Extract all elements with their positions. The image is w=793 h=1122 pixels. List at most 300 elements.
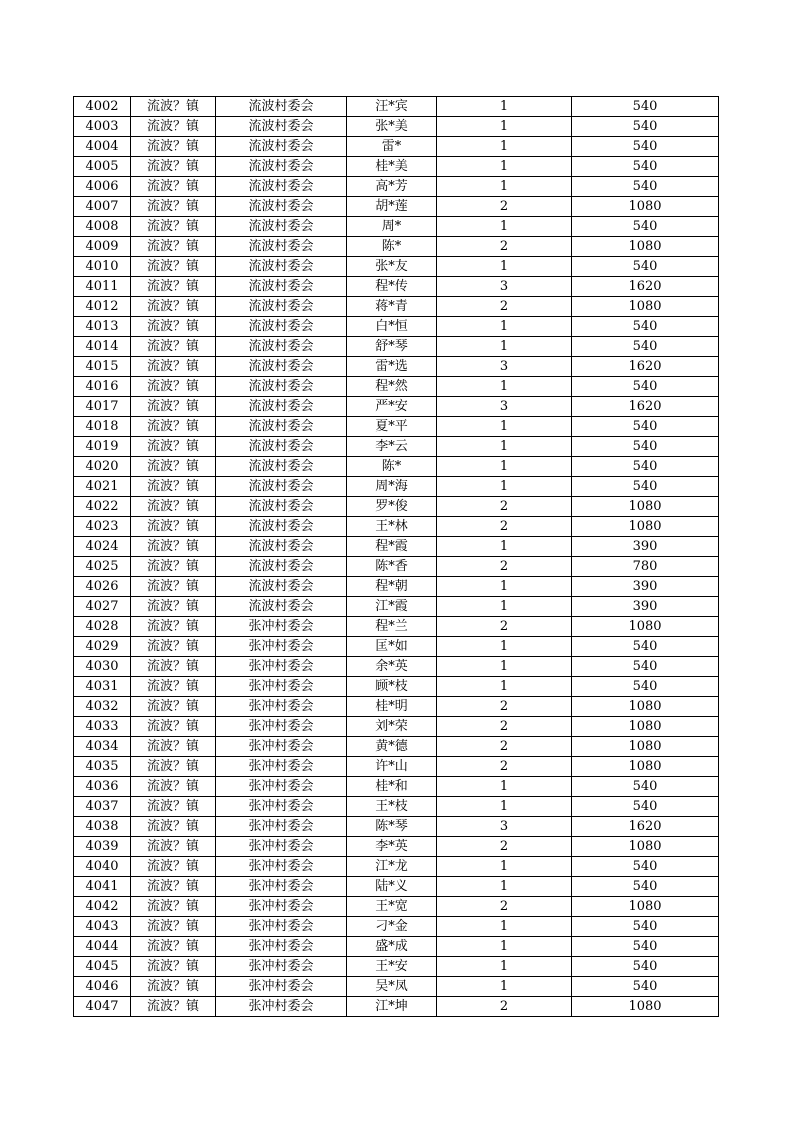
cell-serial-number: 4034 — [74, 737, 131, 757]
cell-household-count: 1 — [437, 137, 572, 157]
cell-person-name: 黄*德 — [347, 737, 437, 757]
cell-town: 流波？镇 — [131, 217, 216, 237]
cell-household-count: 1 — [437, 537, 572, 557]
cell-town: 流波？镇 — [131, 757, 216, 777]
cell-household-count: 1 — [437, 417, 572, 437]
cell-village-committee: 流波村委会 — [216, 577, 347, 597]
cell-person-name: 桂*明 — [347, 697, 437, 717]
table-row — [74, 117, 719, 137]
cell-household-count: 2 — [437, 737, 572, 757]
cell-household-count: 2 — [437, 517, 572, 537]
cell-amount: 1080 — [572, 617, 719, 637]
cell-amount: 540 — [572, 377, 719, 397]
cell-village-committee: 流波村委会 — [216, 377, 347, 397]
cell-serial-number: 4030 — [74, 657, 131, 677]
table-row — [74, 477, 719, 497]
cell-household-count: 3 — [437, 277, 572, 297]
cell-village-committee: 流波村委会 — [216, 297, 347, 317]
cell-amount: 540 — [572, 417, 719, 437]
cell-amount: 390 — [572, 597, 719, 617]
cell-serial-number: 4033 — [74, 717, 131, 737]
cell-town: 流波？镇 — [131, 317, 216, 337]
cell-town: 流波？镇 — [131, 397, 216, 417]
cell-village-committee: 流波村委会 — [216, 137, 347, 157]
cell-serial-number: 4020 — [74, 457, 131, 477]
cell-village-committee: 张冲村委会 — [216, 777, 347, 797]
table-row — [74, 257, 719, 277]
cell-household-count: 1 — [437, 857, 572, 877]
cell-serial-number: 4043 — [74, 917, 131, 937]
cell-village-committee: 流波村委会 — [216, 97, 347, 117]
cell-village-committee: 张冲村委会 — [216, 877, 347, 897]
cell-person-name: 程*然 — [347, 377, 437, 397]
cell-household-count: 1 — [437, 917, 572, 937]
cell-person-name: 江*龙 — [347, 857, 437, 877]
cell-person-name: 李*云 — [347, 437, 437, 457]
cell-village-committee: 流波村委会 — [216, 357, 347, 377]
cell-village-committee: 张冲村委会 — [216, 697, 347, 717]
cell-town: 流波？镇 — [131, 97, 216, 117]
table-row — [74, 277, 719, 297]
cell-town: 流波？镇 — [131, 497, 216, 517]
cell-household-count: 1 — [437, 377, 572, 397]
cell-town: 流波？镇 — [131, 797, 216, 817]
cell-household-count: 3 — [437, 357, 572, 377]
cell-village-committee: 张冲村委会 — [216, 917, 347, 937]
cell-household-count: 2 — [437, 697, 572, 717]
cell-household-count: 1 — [437, 677, 572, 697]
cell-household-count: 3 — [437, 397, 572, 417]
cell-amount: 1080 — [572, 837, 719, 857]
cell-person-name: 汪*宾 — [347, 97, 437, 117]
table-row — [74, 877, 719, 897]
cell-serial-number: 4041 — [74, 877, 131, 897]
cell-person-name: 陈*琴 — [347, 817, 437, 837]
cell-town: 流波？镇 — [131, 697, 216, 717]
cell-amount: 540 — [572, 457, 719, 477]
cell-household-count: 1 — [437, 937, 572, 957]
cell-household-count: 1 — [437, 657, 572, 677]
cell-amount: 540 — [572, 797, 719, 817]
cell-village-committee: 张冲村委会 — [216, 717, 347, 737]
cell-amount: 540 — [572, 877, 719, 897]
cell-town: 流波？镇 — [131, 477, 216, 497]
cell-person-name: 王*林 — [347, 517, 437, 537]
cell-serial-number: 4036 — [74, 777, 131, 797]
cell-village-committee: 张冲村委会 — [216, 897, 347, 917]
cell-village-committee: 张冲村委会 — [216, 657, 347, 677]
cell-village-committee: 流波村委会 — [216, 237, 347, 257]
cell-serial-number: 4024 — [74, 537, 131, 557]
cell-village-committee: 张冲村委会 — [216, 997, 347, 1017]
table-row — [74, 377, 719, 397]
cell-village-committee: 流波村委会 — [216, 517, 347, 537]
cell-village-committee: 张冲村委会 — [216, 957, 347, 977]
cell-person-name: 程*兰 — [347, 617, 437, 637]
table-row — [74, 317, 719, 337]
cell-amount: 540 — [572, 337, 719, 357]
table-row — [74, 517, 719, 537]
cell-town: 流波？镇 — [131, 237, 216, 257]
cell-person-name: 周*海 — [347, 477, 437, 497]
cell-household-count: 2 — [437, 197, 572, 217]
cell-person-name: 严*安 — [347, 397, 437, 417]
cell-person-name: 江*霞 — [347, 597, 437, 617]
cell-person-name: 桂*和 — [347, 777, 437, 797]
cell-amount: 1080 — [572, 897, 719, 917]
cell-amount: 1620 — [572, 277, 719, 297]
cell-person-name: 白*恒 — [347, 317, 437, 337]
cell-village-committee: 流波村委会 — [216, 557, 347, 577]
table-row — [74, 677, 719, 697]
cell-amount: 1080 — [572, 237, 719, 257]
cell-amount: 540 — [572, 317, 719, 337]
cell-serial-number: 4003 — [74, 117, 131, 137]
cell-village-committee: 张冲村委会 — [216, 857, 347, 877]
cell-town: 流波？镇 — [131, 617, 216, 637]
cell-town: 流波？镇 — [131, 457, 216, 477]
cell-amount: 780 — [572, 557, 719, 577]
cell-amount: 390 — [572, 577, 719, 597]
cell-serial-number: 4013 — [74, 317, 131, 337]
table-row — [74, 797, 719, 817]
cell-serial-number: 4021 — [74, 477, 131, 497]
cell-amount: 1080 — [572, 757, 719, 777]
cell-amount: 1080 — [572, 197, 719, 217]
cell-person-name: 陈*香 — [347, 557, 437, 577]
cell-town: 流波？镇 — [131, 877, 216, 897]
table-row — [74, 957, 719, 977]
cell-person-name: 匡*如 — [347, 637, 437, 657]
cell-village-committee: 张冲村委会 — [216, 937, 347, 957]
cell-serial-number: 4035 — [74, 757, 131, 777]
cell-town: 流波？镇 — [131, 577, 216, 597]
cell-person-name: 程*朝 — [347, 577, 437, 597]
cell-village-committee: 张冲村委会 — [216, 737, 347, 757]
cell-village-committee: 流波村委会 — [216, 277, 347, 297]
table-row — [74, 137, 719, 157]
cell-person-name: 程*霞 — [347, 537, 437, 557]
cell-household-count: 1 — [437, 597, 572, 617]
cell-person-name: 舒*琴 — [347, 337, 437, 357]
cell-household-count: 1 — [437, 957, 572, 977]
cell-person-name: 胡*莲 — [347, 197, 437, 217]
table-row — [74, 177, 719, 197]
table-row — [74, 597, 719, 617]
table-row — [74, 697, 719, 717]
cell-household-count: 1 — [437, 157, 572, 177]
cell-village-committee: 流波村委会 — [216, 537, 347, 557]
cell-serial-number: 4039 — [74, 837, 131, 857]
table-row — [74, 397, 719, 417]
cell-person-name: 夏*平 — [347, 417, 437, 437]
cell-serial-number: 4019 — [74, 437, 131, 457]
cell-town: 流波？镇 — [131, 197, 216, 217]
cell-person-name: 陈* — [347, 237, 437, 257]
table-row — [74, 157, 719, 177]
cell-village-committee: 流波村委会 — [216, 457, 347, 477]
cell-village-committee: 流波村委会 — [216, 177, 347, 197]
cell-amount: 1080 — [572, 717, 719, 737]
cell-household-count: 1 — [437, 257, 572, 277]
cell-person-name: 江*坤 — [347, 997, 437, 1017]
cell-serial-number: 4006 — [74, 177, 131, 197]
cell-town: 流波？镇 — [131, 557, 216, 577]
cell-person-name: 许*山 — [347, 757, 437, 777]
cell-serial-number: 4018 — [74, 417, 131, 437]
cell-household-count: 2 — [437, 497, 572, 517]
cell-village-committee: 张冲村委会 — [216, 837, 347, 857]
cell-town: 流波？镇 — [131, 897, 216, 917]
cell-town: 流波？镇 — [131, 937, 216, 957]
cell-household-count: 1 — [437, 477, 572, 497]
cell-serial-number: 4012 — [74, 297, 131, 317]
cell-serial-number: 4032 — [74, 697, 131, 717]
cell-household-count: 1 — [437, 777, 572, 797]
cell-town: 流波？镇 — [131, 997, 216, 1017]
cell-amount: 1620 — [572, 817, 719, 837]
cell-village-committee: 张冲村委会 — [216, 817, 347, 837]
cell-village-committee: 流波村委会 — [216, 217, 347, 237]
cell-village-committee: 流波村委会 — [216, 317, 347, 337]
cell-serial-number: 4027 — [74, 597, 131, 617]
cell-household-count: 1 — [437, 797, 572, 817]
cell-person-name: 罗*俊 — [347, 497, 437, 517]
cell-village-committee: 流波村委会 — [216, 157, 347, 177]
table-row — [74, 457, 719, 477]
table-body — [74, 97, 719, 1017]
table-row — [74, 577, 719, 597]
cell-town: 流波？镇 — [131, 417, 216, 437]
data-table — [73, 96, 719, 1017]
cell-person-name: 雷*选 — [347, 357, 437, 377]
cell-amount: 1080 — [572, 297, 719, 317]
cell-person-name: 桂*美 — [347, 157, 437, 177]
cell-person-name: 吴*凤 — [347, 977, 437, 997]
cell-village-committee: 张冲村委会 — [216, 637, 347, 657]
cell-village-committee: 流波村委会 — [216, 597, 347, 617]
cell-household-count: 2 — [437, 297, 572, 317]
cell-serial-number: 4008 — [74, 217, 131, 237]
cell-village-committee: 张冲村委会 — [216, 757, 347, 777]
cell-amount: 540 — [572, 257, 719, 277]
cell-village-committee: 流波村委会 — [216, 197, 347, 217]
cell-household-count: 1 — [437, 217, 572, 237]
cell-town: 流波？镇 — [131, 357, 216, 377]
cell-town: 流波？镇 — [131, 377, 216, 397]
cell-town: 流波？镇 — [131, 857, 216, 877]
cell-person-name: 余*英 — [347, 657, 437, 677]
cell-person-name: 周* — [347, 217, 437, 237]
cell-person-name: 陈* — [347, 457, 437, 477]
cell-household-count: 2 — [437, 617, 572, 637]
cell-serial-number: 4045 — [74, 957, 131, 977]
cell-household-count: 2 — [437, 897, 572, 917]
cell-amount: 540 — [572, 437, 719, 457]
table-row — [74, 497, 719, 517]
cell-town: 流波？镇 — [131, 657, 216, 677]
table-row — [74, 217, 719, 237]
cell-serial-number: 4025 — [74, 557, 131, 577]
cell-person-name: 程*传 — [347, 277, 437, 297]
cell-amount: 1620 — [572, 397, 719, 417]
cell-person-name: 王*宽 — [347, 897, 437, 917]
cell-serial-number: 4026 — [74, 577, 131, 597]
cell-amount: 390 — [572, 537, 719, 557]
cell-serial-number: 4014 — [74, 337, 131, 357]
cell-amount: 1080 — [572, 997, 719, 1017]
cell-serial-number: 4028 — [74, 617, 131, 637]
cell-amount: 540 — [572, 677, 719, 697]
cell-town: 流波？镇 — [131, 297, 216, 317]
table-row — [74, 917, 719, 937]
cell-amount: 540 — [572, 137, 719, 157]
cell-household-count: 2 — [437, 757, 572, 777]
cell-amount: 1080 — [572, 497, 719, 517]
cell-amount: 540 — [572, 977, 719, 997]
cell-serial-number: 4004 — [74, 137, 131, 157]
cell-serial-number: 4005 — [74, 157, 131, 177]
cell-town: 流波？镇 — [131, 517, 216, 537]
table-row — [74, 857, 719, 877]
cell-village-committee: 张冲村委会 — [216, 617, 347, 637]
cell-household-count: 2 — [437, 237, 572, 257]
table-row — [74, 197, 719, 217]
cell-serial-number: 4046 — [74, 977, 131, 997]
cell-serial-number: 4029 — [74, 637, 131, 657]
cell-village-committee: 流波村委会 — [216, 417, 347, 437]
cell-serial-number: 4007 — [74, 197, 131, 217]
cell-amount: 540 — [572, 217, 719, 237]
table-row — [74, 417, 719, 437]
cell-town: 流波？镇 — [131, 177, 216, 197]
cell-serial-number: 4011 — [74, 277, 131, 297]
cell-household-count: 2 — [437, 717, 572, 737]
cell-town: 流波？镇 — [131, 837, 216, 857]
cell-amount: 540 — [572, 917, 719, 937]
cell-serial-number: 4010 — [74, 257, 131, 277]
cell-town: 流波？镇 — [131, 257, 216, 277]
cell-amount: 540 — [572, 477, 719, 497]
cell-serial-number: 4017 — [74, 397, 131, 417]
cell-household-count: 2 — [437, 837, 572, 857]
cell-village-committee: 张冲村委会 — [216, 677, 347, 697]
cell-serial-number: 4037 — [74, 797, 131, 817]
cell-serial-number: 4015 — [74, 357, 131, 377]
cell-person-name: 刘*荣 — [347, 717, 437, 737]
cell-person-name: 盛*成 — [347, 937, 437, 957]
cell-serial-number: 4009 — [74, 237, 131, 257]
cell-person-name: 张*友 — [347, 257, 437, 277]
cell-town: 流波？镇 — [131, 537, 216, 557]
cell-serial-number: 4047 — [74, 997, 131, 1017]
cell-amount: 1620 — [572, 357, 719, 377]
cell-village-committee: 流波村委会 — [216, 397, 347, 417]
cell-serial-number: 4040 — [74, 857, 131, 877]
table-row — [74, 297, 719, 317]
cell-town: 流波？镇 — [131, 737, 216, 757]
cell-person-name: 张*美 — [347, 117, 437, 137]
cell-serial-number: 4023 — [74, 517, 131, 537]
cell-amount: 540 — [572, 777, 719, 797]
cell-amount: 540 — [572, 157, 719, 177]
cell-person-name: 刁*金 — [347, 917, 437, 937]
cell-person-name: 顾*枝 — [347, 677, 437, 697]
cell-household-count: 1 — [437, 117, 572, 137]
cell-serial-number: 4002 — [74, 97, 131, 117]
cell-household-count: 1 — [437, 437, 572, 457]
cell-person-name: 王*枝 — [347, 797, 437, 817]
table-row — [74, 437, 719, 457]
table-row — [74, 737, 719, 757]
table-row — [74, 837, 719, 857]
cell-household-count: 2 — [437, 997, 572, 1017]
cell-household-count: 1 — [437, 577, 572, 597]
cell-village-committee: 张冲村委会 — [216, 797, 347, 817]
cell-amount: 1080 — [572, 517, 719, 537]
cell-household-count: 1 — [437, 457, 572, 477]
cell-household-count: 1 — [437, 977, 572, 997]
table-row — [74, 617, 719, 637]
cell-town: 流波？镇 — [131, 717, 216, 737]
table-row — [74, 757, 719, 777]
table-row — [74, 337, 719, 357]
cell-person-name: 蒋*青 — [347, 297, 437, 317]
table-row — [74, 717, 719, 737]
cell-town: 流波？镇 — [131, 957, 216, 977]
cell-amount: 540 — [572, 177, 719, 197]
table-row — [74, 777, 719, 797]
cell-village-committee: 流波村委会 — [216, 337, 347, 357]
cell-village-committee: 流波村委会 — [216, 437, 347, 457]
cell-town: 流波？镇 — [131, 437, 216, 457]
table-row — [74, 537, 719, 557]
cell-household-count: 1 — [437, 337, 572, 357]
table-row — [74, 817, 719, 837]
cell-amount: 540 — [572, 657, 719, 677]
cell-serial-number: 4016 — [74, 377, 131, 397]
cell-serial-number: 4042 — [74, 897, 131, 917]
cell-town: 流波？镇 — [131, 917, 216, 937]
cell-town: 流波？镇 — [131, 277, 216, 297]
cell-amount: 540 — [572, 937, 719, 957]
cell-serial-number: 4044 — [74, 937, 131, 957]
cell-town: 流波？镇 — [131, 977, 216, 997]
cell-town: 流波？镇 — [131, 117, 216, 137]
cell-amount: 540 — [572, 637, 719, 657]
cell-village-committee: 流波村委会 — [216, 477, 347, 497]
cell-village-committee: 流波村委会 — [216, 497, 347, 517]
cell-town: 流波？镇 — [131, 337, 216, 357]
cell-town: 流波？镇 — [131, 817, 216, 837]
cell-amount: 540 — [572, 957, 719, 977]
table-row — [74, 657, 719, 677]
cell-amount: 540 — [572, 97, 719, 117]
cell-town: 流波？镇 — [131, 637, 216, 657]
table-row — [74, 237, 719, 257]
table-row — [74, 897, 719, 917]
cell-town: 流波？镇 — [131, 777, 216, 797]
cell-amount: 1080 — [572, 697, 719, 717]
cell-person-name: 高*芳 — [347, 177, 437, 197]
cell-person-name: 雷* — [347, 137, 437, 157]
cell-village-committee: 流波村委会 — [216, 117, 347, 137]
cell-household-count: 2 — [437, 557, 572, 577]
cell-serial-number: 4031 — [74, 677, 131, 697]
cell-town: 流波？镇 — [131, 157, 216, 177]
cell-town: 流波？镇 — [131, 677, 216, 697]
table-row — [74, 357, 719, 377]
